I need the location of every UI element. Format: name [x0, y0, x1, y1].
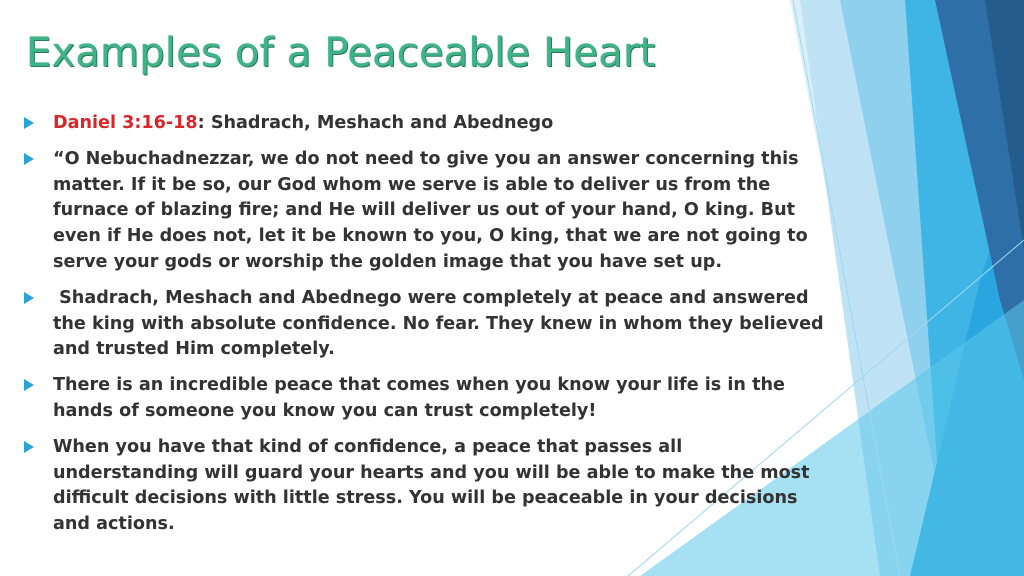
triangle-right-icon — [24, 117, 34, 129]
bullet-list — [24, 111, 830, 548]
bullet-item-reference — [24, 111, 824, 137]
bullet-item-quote — [24, 147, 824, 276]
reference-subjects: Shadrach, Meshach and Abednego — [204, 113, 554, 133]
bullet-item-trust — [24, 373, 824, 425]
reference-line — [53, 111, 824, 137]
triangle-right-icon — [24, 441, 34, 453]
triangle-right-icon — [24, 379, 34, 391]
bullet-text: There is an incredible peace that comes when you know your life is in the hands of someone you know you can trust completely! — [53, 375, 785, 421]
bullet-item-peace — [24, 286, 830, 363]
scripture-reference: Daniel 3:16-18 — [53, 113, 198, 133]
bullet-text: Shadrach, Meshach and Abednego were completely at peace and answered the king with absolute confidence. No fear. They knew in whom they believed and trusted Him completely. — [53, 287, 830, 360]
reference-separator: : — [197, 113, 205, 133]
bullet-text: When you have that kind of confidence, a peace that passes all understanding will guard your hearts and you will be able to make the most difficult decisions with little stress. You will be peaceable in your decisions and actions. — [53, 436, 810, 535]
bullet-text: “O Nebuchadnezzar, we do not need to give you an answer concerning this matter. If it be so, our God whom we serve is able to deliver us from the furnace of blazing fire; and He will deliver us out of your hand, O king. But even if He does not, let it be known to you, O king, that we are not going to serve your gods or worship the golden image that you have set up. — [53, 148, 808, 272]
triangle-right-icon — [24, 292, 34, 304]
slide-title: Examples of a Peaceable Heart — [26, 30, 656, 76]
bullet-item-confidence — [24, 435, 824, 538]
triangle-right-icon — [24, 153, 34, 165]
